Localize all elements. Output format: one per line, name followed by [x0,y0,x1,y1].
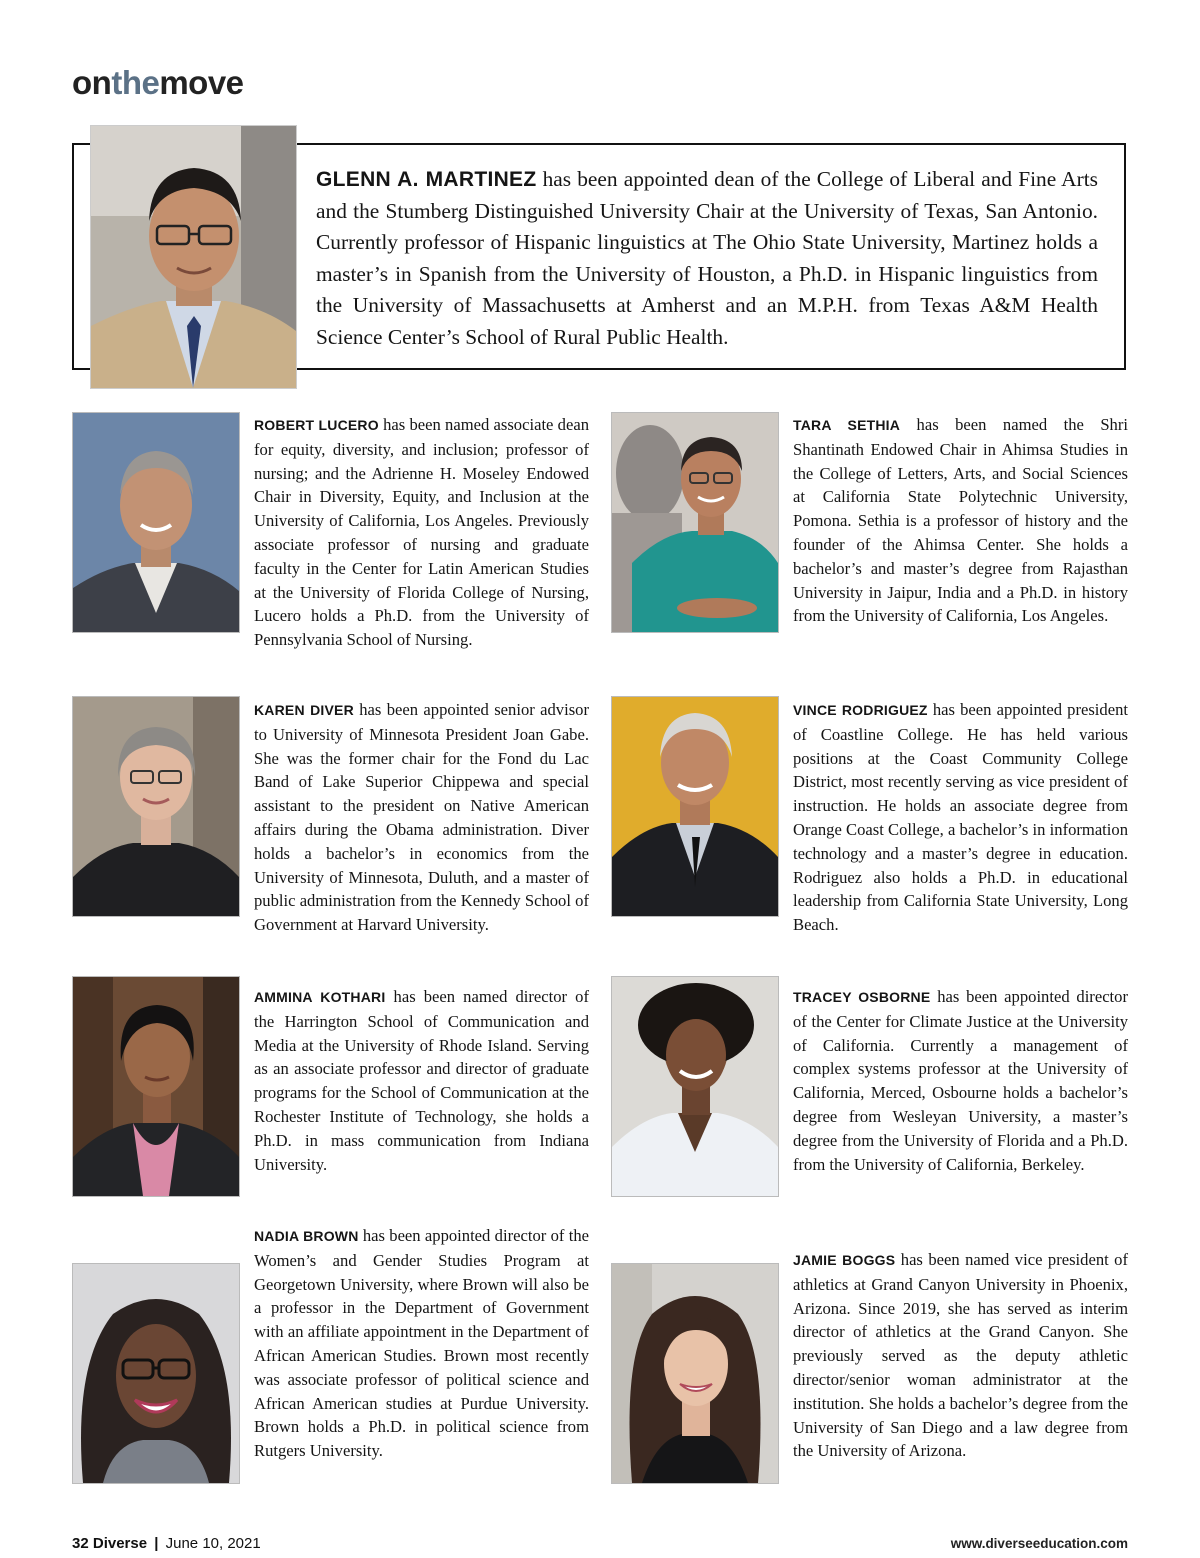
footer-page-info: 32 Diverse | June 10, 2021 [72,1535,261,1552]
portrait-karen-diver [73,697,239,916]
feature-bio: GLENN A. MARTINEZ has been appointed dean of the College of Liberal and Fine Arts and the Stumberg Distinguished University Chair at the University of Texas, San Antonio. Currently professor of Hispanic linguistics at The Ohio State University, Martinez holds a master’s in Spanish from the University of Houston, a Ph.D. in Hispanic linguistics from the University of Massachusetts at Amherst and an M.P.H. from Texas A&M Health Science Center’s School of Rural Public Health. [316,167,1098,349]
portrait-tracey-osborne [612,977,778,1196]
portrait-robert-lucero [73,413,239,632]
bio-nadia-brown: NADIA BROWN has been appointed director of the Women’s and Gender Studies Program at Georgetown University, where Brown will also be a professor in the Department of Government with an affiliate appointment in the Department of African American Studies. Brown most recently was associate professor of political science and African American studies at Purdue University. Brown holds a Ph.D. in political science from Rutgers University. [254,1226,589,1461]
feature-name: GLENN A. MARTINEZ [316,168,537,191]
bio-tara-sethia: TARA SETHIA has been named the Shri Shantinath Endowed Chair in Ahimsa Studies in the College of Letters, Arts, and Social Sciences at California State Polytechnic University, Pomona. Sethia is a professor of history and the founder of the Ahimsa Center. She holds a bachelor’s and master’s degree from Rajasthan University in Jaipur, India and a Ph.D. in history from the University of California, Los Angeles. [793,415,1128,626]
portrait-ammina-kothari [73,977,239,1196]
bio-tracey-osborne: TRACEY OSBORNE has been appointed director of the Center for Climate Justice at the University of California. Currently a management of complex systems professor at the University of California, Merced, Osbourne holds a bachelor’s degree from Wesleyan University, a master’s degree from the University of Florida and a Ph.D. from the University of California, Berkeley. [793,987,1128,1174]
bio-vince-rodriguez: VINCE RODRIGUEZ has been appointed president of Coastline College. He has held various positions at the Coast Community College District, most recently serving as vice president of instruction. He holds an associate degree from Orange Coast College, a bachelor’s in information technology and a master’s degree in education. Rodriguez also holds a Ph.D. in educational leadership from California State University, Long Beach. [793,700,1128,935]
portrait-nadia-brown [73,1264,239,1483]
portrait-tara-sethia [612,413,778,632]
bio-robert-lucero: ROBERT LUCERO has been named associate dean for equity, diversity, and inclusion; professor of nursing; and the Adrienne H. Moseley Endowed Chair in Diversity, Equity, and Inclusion at the University of California, Los Angeles. Previously associate professor of nursing and graduate faculty in the Center for Latin American Studies at the University of Florida College of Nursing, Lucero holds a Ph.D. from the University of Pennsylvania School of Nursing. [254,415,589,650]
section-title: onthemove [72,64,244,101]
bio-ammina-kothari: AMMINA KOTHARI has been named director of the Harrington School of Communication and Media at the University of Rhode Island. Serving as an associate professor and director of graduate programs for the School of Communication at the Rochester Institute of Technology, she holds a Ph.D. in mass communication from Indiana University. [254,987,589,1174]
footer-url: www.diverseeducation.com [950,1536,1128,1551]
bio-jamie-boggs: JAMIE BOGGS has been named vice president of athletics at Grand Canyon University in Phoenix, Arizona. Since 2019, she has served as interim director of athletics at the Grand Canyon. She previously served as the deputy athletic director/senior woman administrator at the institution. She holds a bachelor’s degree from the University of San Diego and a law degree from the University of Arizona. [793,1250,1128,1461]
bio-karen-diver: KAREN DIVER has been appointed senior advisor to University of Minnesota President Joan Gabe. She was the former chair for the Fond du Lac Band of Lake Superior Chippewa and special assistant to the president on Native American affairs during the Obama administration. Diver holds a bachelor’s in economics from the University of Minnesota, Duluth, and a master of public administration from the Kennedy School of Government at Harvard University. [254,700,589,935]
portrait-vince-rodriguez [612,697,778,916]
portrait-jamie-boggs [612,1264,778,1483]
feature-portrait [91,126,296,388]
